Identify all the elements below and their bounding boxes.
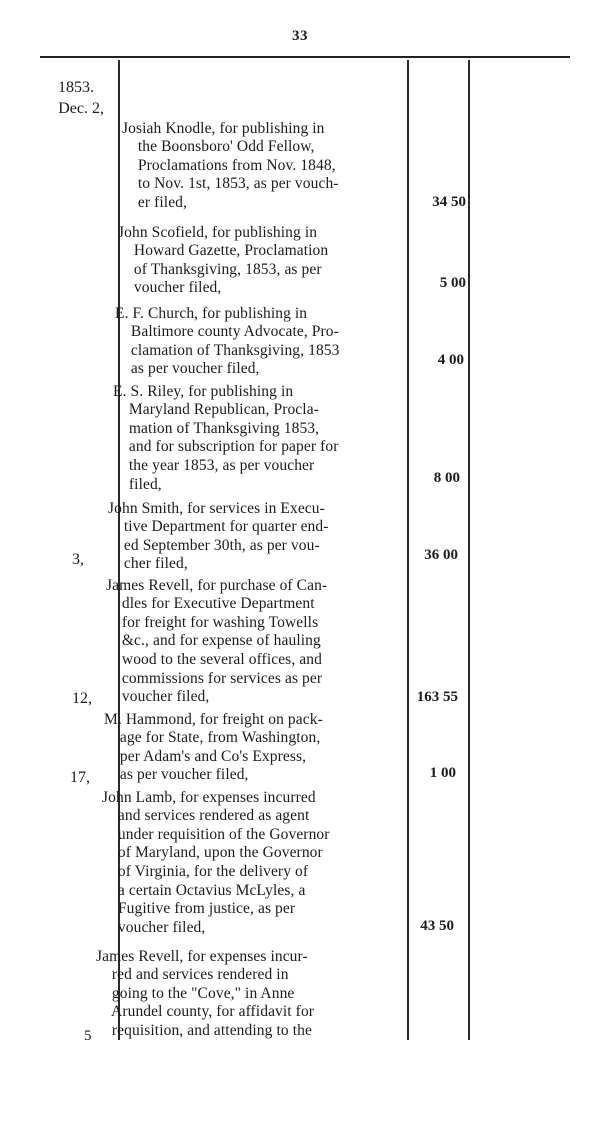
entry-amount: 4 00 xyxy=(437,352,464,368)
entry-line: John Scofield, for publishing in xyxy=(118,223,318,241)
entry-date: 12, xyxy=(72,690,92,707)
entry-date: 17, xyxy=(70,769,90,786)
footer-signature-mark: 5 xyxy=(84,1028,92,1044)
entry-text xyxy=(102,770,330,937)
entry-text xyxy=(113,364,338,494)
entry-line: John Lamb, for expenses incurred xyxy=(102,788,316,806)
entry-amount: 163 55 xyxy=(416,689,458,705)
entry-line: Fugitive from justice, as per xyxy=(102,900,296,918)
entry-line: the year 1853, as per voucher xyxy=(113,456,315,474)
entry-line: wood to the several offices, and xyxy=(106,650,322,668)
entry-line: of Virginia, for the delivery of xyxy=(102,862,309,880)
entry-line: Baltimore county Advocate, Pro- xyxy=(115,323,339,341)
entry-text xyxy=(96,929,314,1041)
entry-line: for freight for washing Towells xyxy=(106,613,319,631)
entry-line: ed September 30th, as per vou- xyxy=(108,536,320,554)
top-rule xyxy=(40,56,570,58)
entry-line: to Nov. 1st, 1853, as per vouch- xyxy=(122,175,339,193)
entry-line: and services rendered as agent xyxy=(102,807,310,825)
entry-amount: 1 00 xyxy=(429,765,456,781)
entry-amount: 43 50 xyxy=(420,918,454,934)
entry-line: voucher filed, xyxy=(118,279,222,297)
entry-line: &c., and for expense of hauling xyxy=(106,632,321,650)
entry-line: E. F. Church, for publishing in xyxy=(115,304,308,322)
entry-line: as per voucher filed, xyxy=(115,360,260,378)
entry-line: dles for Executive Department xyxy=(106,595,315,613)
entry-line: age for State, from Washington, xyxy=(104,729,321,747)
entry-line: er filed, xyxy=(122,193,187,211)
entry-line: Arundel county, for affidavit for xyxy=(96,1003,315,1021)
entry-line: M. Hammond, for freight on pack- xyxy=(104,710,323,728)
entry-line: under requisition of the Governor xyxy=(102,825,330,843)
entry-line: John Smith, for services in Execu- xyxy=(108,499,325,517)
entry-line: James Revell, for expenses incur- xyxy=(96,947,308,965)
entry-line: Josiah Knodle, for publishing in xyxy=(122,119,325,137)
entry-line: of Thanksgiving, 1853, as per xyxy=(118,260,322,278)
entry-line: as per voucher filed, xyxy=(104,766,249,784)
entry-line: per Adam's and Co's Express, xyxy=(104,747,307,765)
entry-amount: 8 00 xyxy=(433,470,460,486)
year-heading: 1853. xyxy=(58,79,94,96)
entry-line: James Revell, for purchase of Can- xyxy=(106,576,328,594)
entry-line: tive Department for quarter end- xyxy=(108,518,329,536)
entry-line: clamation of Thanksgiving, 1853 xyxy=(115,341,340,359)
entry-line: the Boonsboro' Odd Fellow, xyxy=(122,138,315,156)
entry-amount: 34 50 xyxy=(432,194,466,210)
entry-text xyxy=(122,101,339,213)
entry-line: a certain Octavius McLyles, a xyxy=(102,881,306,899)
entry-text xyxy=(118,205,328,298)
entry-line: Proclamations from Nov. 1848, xyxy=(122,156,336,174)
entry-line: red and services rendered in xyxy=(96,966,289,984)
entry-line: voucher filed, xyxy=(106,688,210,706)
entry-line: commissions for services as per xyxy=(106,669,323,687)
entry-line: mation of Thanksgiving 1853, xyxy=(113,419,320,437)
entry-line: going to the "Cove," in Anne xyxy=(96,984,295,1002)
page-number: 33 xyxy=(292,28,308,44)
entry-line: E. S. Riley, for publishing in xyxy=(113,382,294,400)
entry-line: and for subscription for paper for xyxy=(113,438,339,456)
entry-line: requisition, and attending to the xyxy=(96,1021,312,1039)
right-column-divider xyxy=(468,60,470,1040)
entry-date: 3, xyxy=(72,551,84,568)
entry-date: Dec. 2, xyxy=(58,100,104,117)
entry-line: Maryland Republican, Procla- xyxy=(113,401,319,419)
entry-amount: 36 00 xyxy=(424,547,458,563)
entry-line: Howard Gazette, Proclamation xyxy=(118,242,329,260)
entry-line: of Maryland, upon the Governor xyxy=(102,844,323,862)
entry-line: filed, xyxy=(113,475,162,493)
entry-line: cher filed, xyxy=(108,555,188,573)
entry-amount: 5 00 xyxy=(439,275,466,291)
entry-line: voucher filed, xyxy=(102,918,206,936)
entry-text xyxy=(106,558,327,707)
